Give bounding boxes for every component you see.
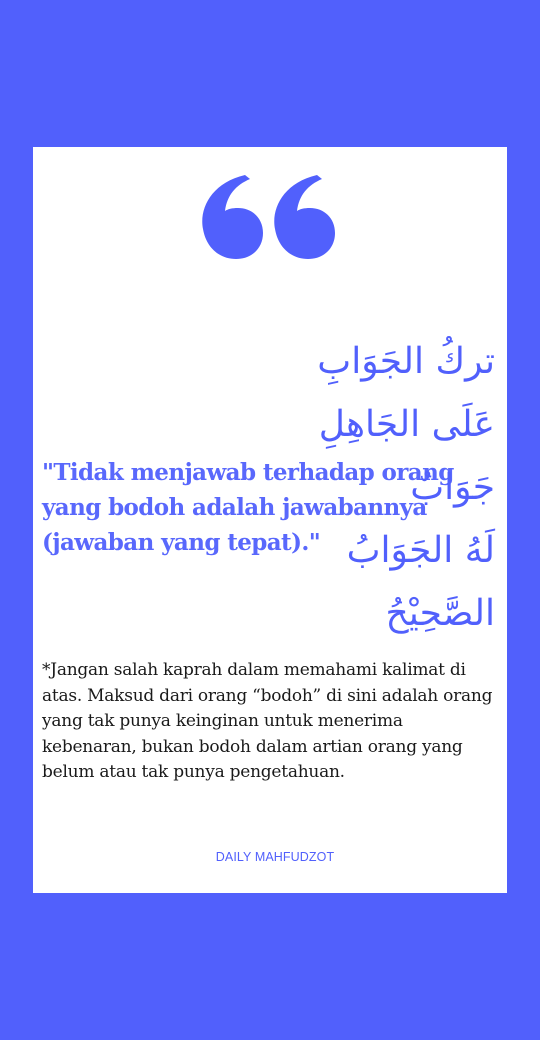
quote-translation: "Tidak menjawab terhadap orang yang bodoh adalah jawabannya (jawaban yang tepat)." (42, 459, 454, 556)
left-double-quote-icon (33, 147, 507, 277)
arabic-line: الصَّحِيْحُ (385, 593, 495, 634)
arabic-line: عَلَى الجَاهِلِ (318, 404, 495, 445)
quote-card (33, 147, 507, 893)
explanation-note: *Jangan salah kaprah dalam memahami kalimat di atas. Maksud dari orang “bodoh” di sini adalah orang yang tak punya keinginan untuk menerima kebenaran, bukan bodoh dalam artian orang yang belum atau tak punya pengetahuan. (42, 660, 493, 783)
brand-label: DAILY MAHFUDZOT (215, 850, 335, 864)
arabic-line: تركُ الجَوَابِ (317, 341, 495, 382)
arabic-line: جَوَابٌ (410, 467, 495, 508)
arabic-line: لَهُ الجَوَابُ (346, 530, 495, 571)
